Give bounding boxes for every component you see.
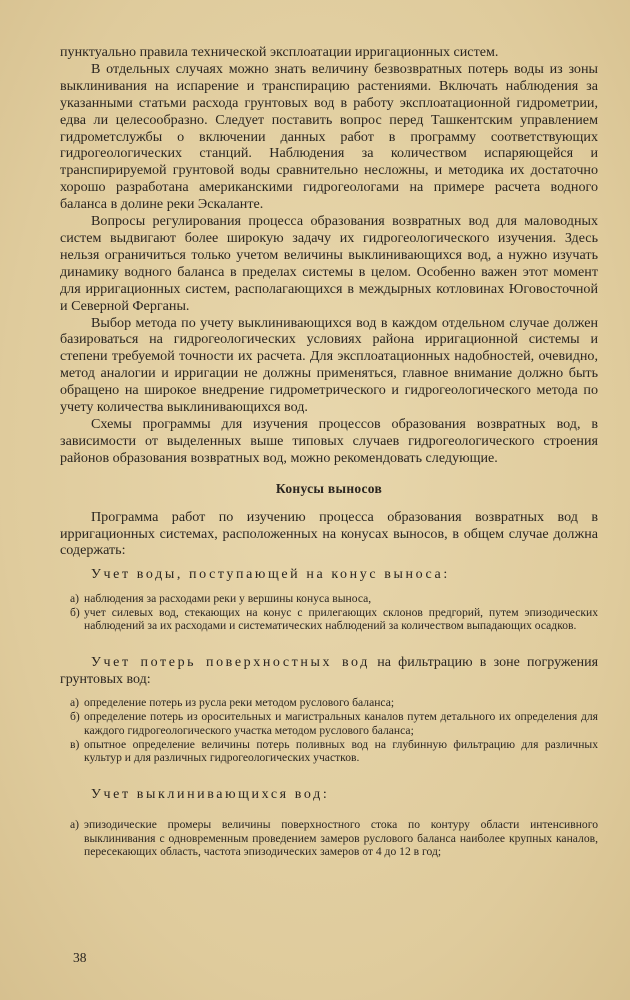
paragraph: Схемы программы для изучения процессов образования возвратных вод, в зависимости от выделенных выше типовых случаев гидрогеологического строения районов образования возвратных вод, можно рекомендовать следующие. [60, 415, 598, 466]
list-item: а) наблюдения за расходами реки у вершины конуса выноса, [70, 591, 372, 605]
paragraph: Вопросы регулирования процесса образования возвратных вод для маловодных систем выдвигают более широкую задачу их гидрогеологического изучения. Здесь нельзя ограничиться только учетом величины выклинивающихся вод, а нужно изучать динамику водного баланса в пределах системы в целом. Особенно важен этот момент для ирригационных систем, располагающихся в междырных котловинах Юговосточной и Северной Ферганы. [60, 213, 598, 314]
subsection-title: Учет потерь поверхностных вод на фильтрацию в зоне погружения грунтовых вод: [60, 655, 599, 687]
subsection-title: Учет воды, поступающей на конус выноса: [91, 567, 450, 583]
list [60, 696, 598, 765]
paragraph-continuation: пунктуально правила технической эксплоатации ирригационных систем. [60, 44, 499, 60]
list-item: в) опытное определение величины потерь поливных вод на глубинную фильтрацию для различных культур и для различных гидрогеологических участков. [70, 737, 598, 765]
list [60, 592, 598, 633]
list [60, 818, 598, 859]
list-item: б) учет силевых вод, стекающих на конус с прилегающих склонов предгорий, путем эпизодических наблюдений за их расходами и систематических наблюдений за количеством выпадающих осадков. [70, 605, 598, 633]
paragraph: Выбор метода по учету выклинивающихся вод в каждом отдельном случае должен базироваться на гидрогеологических условиях района ирригационной системы и степени требуемой точности их расчета. Для эксплоатационных надобностей, очевидно, метод аналогии и ирригации не должны применяться, главное внимание должно быть обращено на широкое внедрение гидрометрического и гидрогеологического метода по учету количества выклинивающихся вод. [60, 314, 598, 416]
paragraph: Программа работ по изучению процесса образования возвратных вод в ирригационных системах, расположенных на конусах выносов, в общем случае должна содержать: [60, 508, 598, 559]
paragraph: В отдельных случаях можно знать величину безвозвратных потерь воды из зоны выклинивания на испарение и транспирацию растениями. Включать наблюдения за указанными статьми расхода грунтовых вод в работу эксплоатационной гидрометрии, едва ли целесообразно. Следует поставить вопрос перед Ташкентским управлением гидрометслужбы о включении данных работ в программу соответствующих гидрогеологических станций. Наблюдения за количеством испаряющейся и транспирируемой грунтовой воды сравнительно несложны, и методика их достаточно хорошо разработана американскими гидрогеологами на примере расчета водного баланса в долине реки Эскаланте. [60, 60, 598, 213]
list-item: а) определение потерь из русла реки методом руслового баланса; [70, 696, 395, 710]
list-item: а) эпизодические промеры величины поверхностного стока по контуру области интенсивного выклинивания с одновременным проведением замеров руслового баланса наиболее крупных каналов, пересекающих область, частота эпизодических замеров от 4 до 12 в год; [70, 817, 598, 859]
page-number: 38 [73, 950, 87, 965]
list-item: б) определение потерь из оросительных и магистральных каналов путем детального их определения для каждого гидрогеологического участка методом руслового баланса; [70, 710, 598, 737]
subsection-title: Учет выклинивающихся вод: [91, 787, 330, 803]
section-heading: Конусы выносов [275, 480, 383, 496]
